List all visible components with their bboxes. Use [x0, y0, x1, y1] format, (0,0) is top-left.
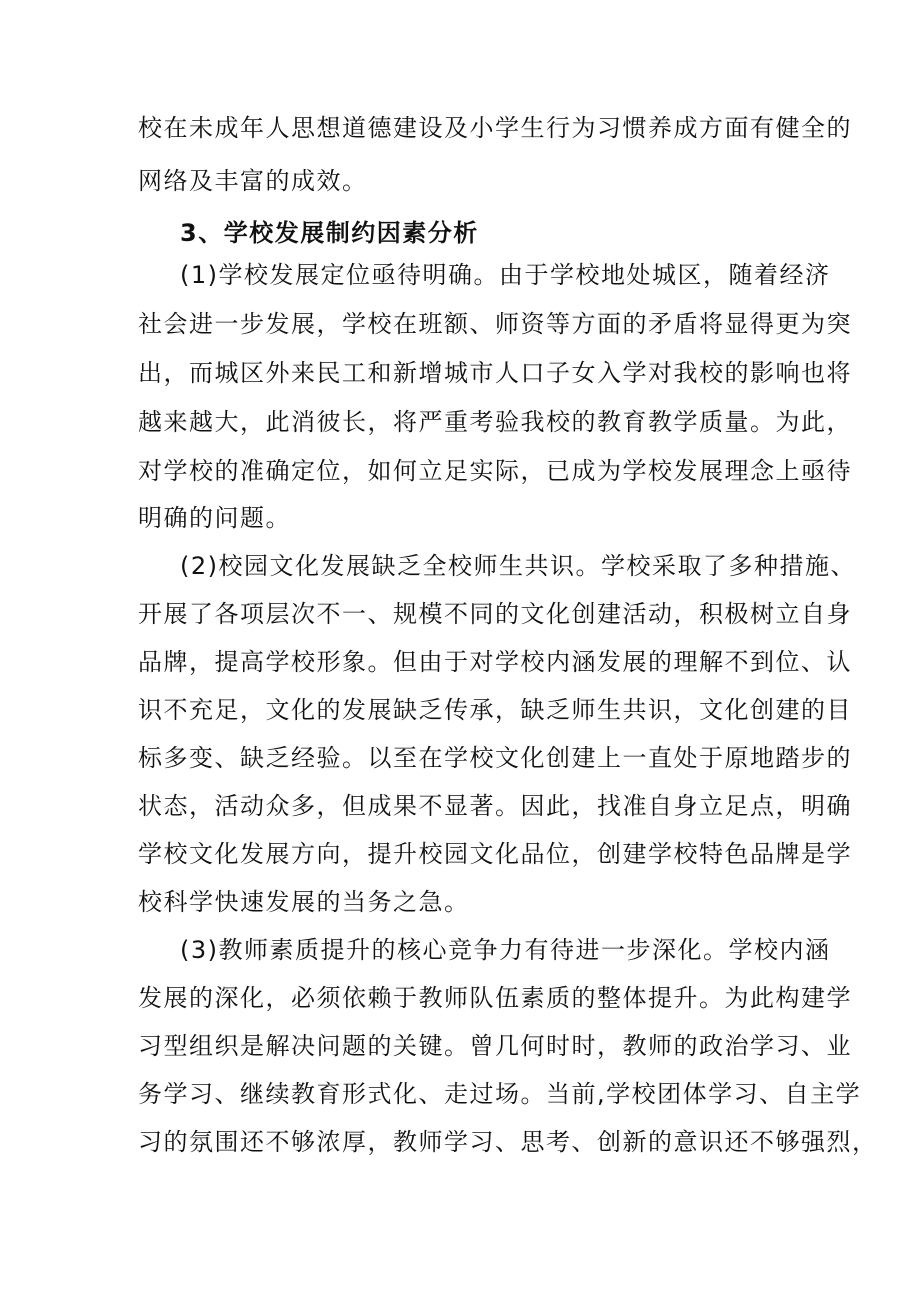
- text-line: 习的氛围还不够浓厚，教师学习、思考、创新的意识还不够强烈，: [138, 1128, 878, 1156]
- text-line: 识不充足，文化的发展缺乏传承，缺乏师生共识，文化创建的目: [138, 696, 852, 724]
- text-line: 开展了各项层次不一、规模不同的文化创建活动，积极树立自身: [138, 600, 852, 628]
- text-line: 品牌，提高学校形象。但由于对学校内涵发展的理解不到位、认: [138, 648, 852, 676]
- text-line: (2)校园文化发展缺乏全校师生共识。学校采取了多种措施、: [180, 552, 856, 580]
- text-line: 校在未成年人思想道德建设及小学生行为习惯养成方面有健全的: [138, 114, 852, 142]
- text-line: 校科学快速发展的当务之急。: [138, 888, 470, 916]
- text-line: 网络及丰富的成效。: [138, 167, 368, 195]
- text-line: (1)学校发展定位亟待明确。由于学校地处城区，随着经济: [180, 261, 831, 289]
- text-line: 状态，活动众多，但成果不显著。因此，找准自身立足点，明确: [138, 792, 852, 820]
- text-line: 习型组织是解决问题的关键。曾几何时时，教师的政治学习、业: [138, 1032, 852, 1060]
- text-line: 明确的问题。: [138, 504, 291, 532]
- text-line: 学校文化发展方向，提升校园文化品位，创建学校特色品牌是学: [138, 840, 852, 868]
- text-line: 发展的深化，必须依赖于教师队伍素质的整体提升。为此构建学: [138, 984, 852, 1012]
- text-line: 社会进一步发展，学校在班额、师资等方面的矛盾将显得更为突: [138, 310, 852, 338]
- section-heading: 3、学校发展制约因素分析: [180, 219, 479, 247]
- text-line: 越来越大，此消彼长，将严重考验我校的教育教学质量。为此，: [138, 408, 852, 436]
- text-line: 标多变、缺乏经验。以至在学校文化创建上一直处于原地踏步的: [138, 744, 852, 772]
- text-line: 对学校的准确定位，如何立足实际，已成为学校发展理念上亟待: [138, 457, 852, 485]
- text-line: 务学习、继续教育形式化、走过场。当前,学校团体学习、自主学: [138, 1080, 862, 1108]
- text-line: 出，而城区外来民工和新增城市人口子女入学对我校的影响也将: [138, 359, 852, 387]
- text-line: (3)教师素质提升的核心竞争力有待进一步深化。学校内涵: [180, 936, 831, 964]
